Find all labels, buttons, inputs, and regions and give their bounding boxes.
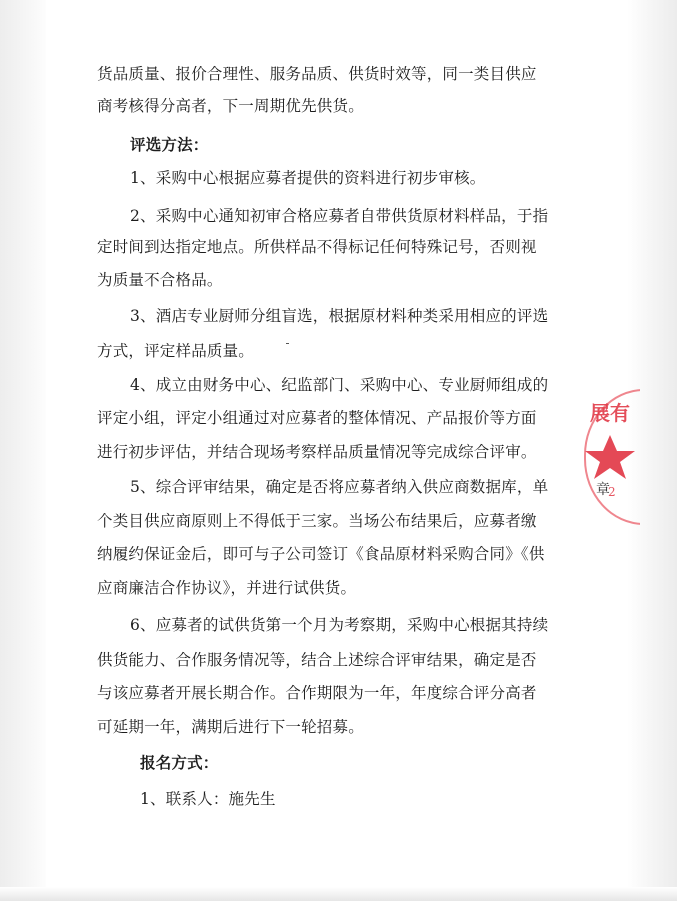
seal-text: 展有 — [590, 401, 630, 425]
paragraph-line: 个类目供应商原则上不得低于三家。当场公布结果后，应募者缴 — [97, 512, 537, 530]
paragraph-line: 6、应募者的试供货第一个月为考察期，采购中心根据其持续 — [130, 616, 549, 634]
seal-overlay-mark: 章 — [596, 482, 610, 498]
paragraph-line: 商考核得分高者，下一周期优先供货。 — [97, 97, 364, 115]
contact-line: 1、联系人：施先生 — [140, 790, 276, 808]
paragraph-line: 5、综合评审结果，确定是否将应募者纳入供应商数据库，单 — [130, 478, 549, 496]
paragraph-line: 纳履约保证金后，即可与子公司签订《食品原材料采购合同》《供 — [97, 545, 545, 563]
paragraph-line: 4、成立由财务中心、纪监部门、采购中心、专业厨师组成的 — [130, 376, 549, 394]
section-heading-selection-method: 评选方法： — [130, 135, 209, 154]
scan-shadow-left — [0, 0, 46, 901]
paragraph-line: 应商廉洁合作协议》，并进行试供货。 — [97, 579, 357, 597]
paragraph-line: 3、酒店专业厨师分组盲选，根据原材料种类采用相应的评选 — [130, 307, 549, 325]
paragraph-line: 供货能力、合作服务情况等，结合上述综合评审结果，确定是否 — [97, 651, 537, 669]
paragraph-line: 与该应募者开展长期合作。合作期限为一年，年度综合评分高者 — [97, 684, 537, 702]
paragraph-line: 评定小组，评定小组通过对应募者的整体情况、产品报价等方面 — [97, 409, 537, 427]
seal-star-icon — [580, 433, 640, 483]
paragraph-line: 为质量不合格品。 — [97, 271, 223, 289]
company-seal — [580, 385, 640, 525]
section-heading-registration: 报名方式： — [140, 753, 219, 772]
paragraph-line: 2、采购中心通知初审合格应募者自带供货原材料样品，于指 — [130, 207, 549, 225]
paragraph-line: 定时间到达指定地点。所供样品不得标记任何特殊记号，否则视 — [97, 238, 537, 256]
scan-shadow-bottom — [0, 887, 677, 901]
paragraph-line: 方式，评定样品质量。 — [97, 342, 255, 360]
paragraph-line: 货品质量、报价合理性、服务品质、供货时效等，同一类目供应 — [97, 65, 537, 83]
paragraph-line: 进行初步评估，并结合现场考察样品质量情况等完成综合评审。 — [97, 443, 537, 461]
seal-year-fragment: 2 — [608, 485, 616, 499]
paragraph-line: 可延期一年，满期后进行下一轮招募。 — [97, 718, 364, 736]
scan-speck — [286, 343, 289, 344]
paragraph-line: 1、采购中心根据应募者提供的资料进行初步审核。 — [130, 169, 486, 187]
